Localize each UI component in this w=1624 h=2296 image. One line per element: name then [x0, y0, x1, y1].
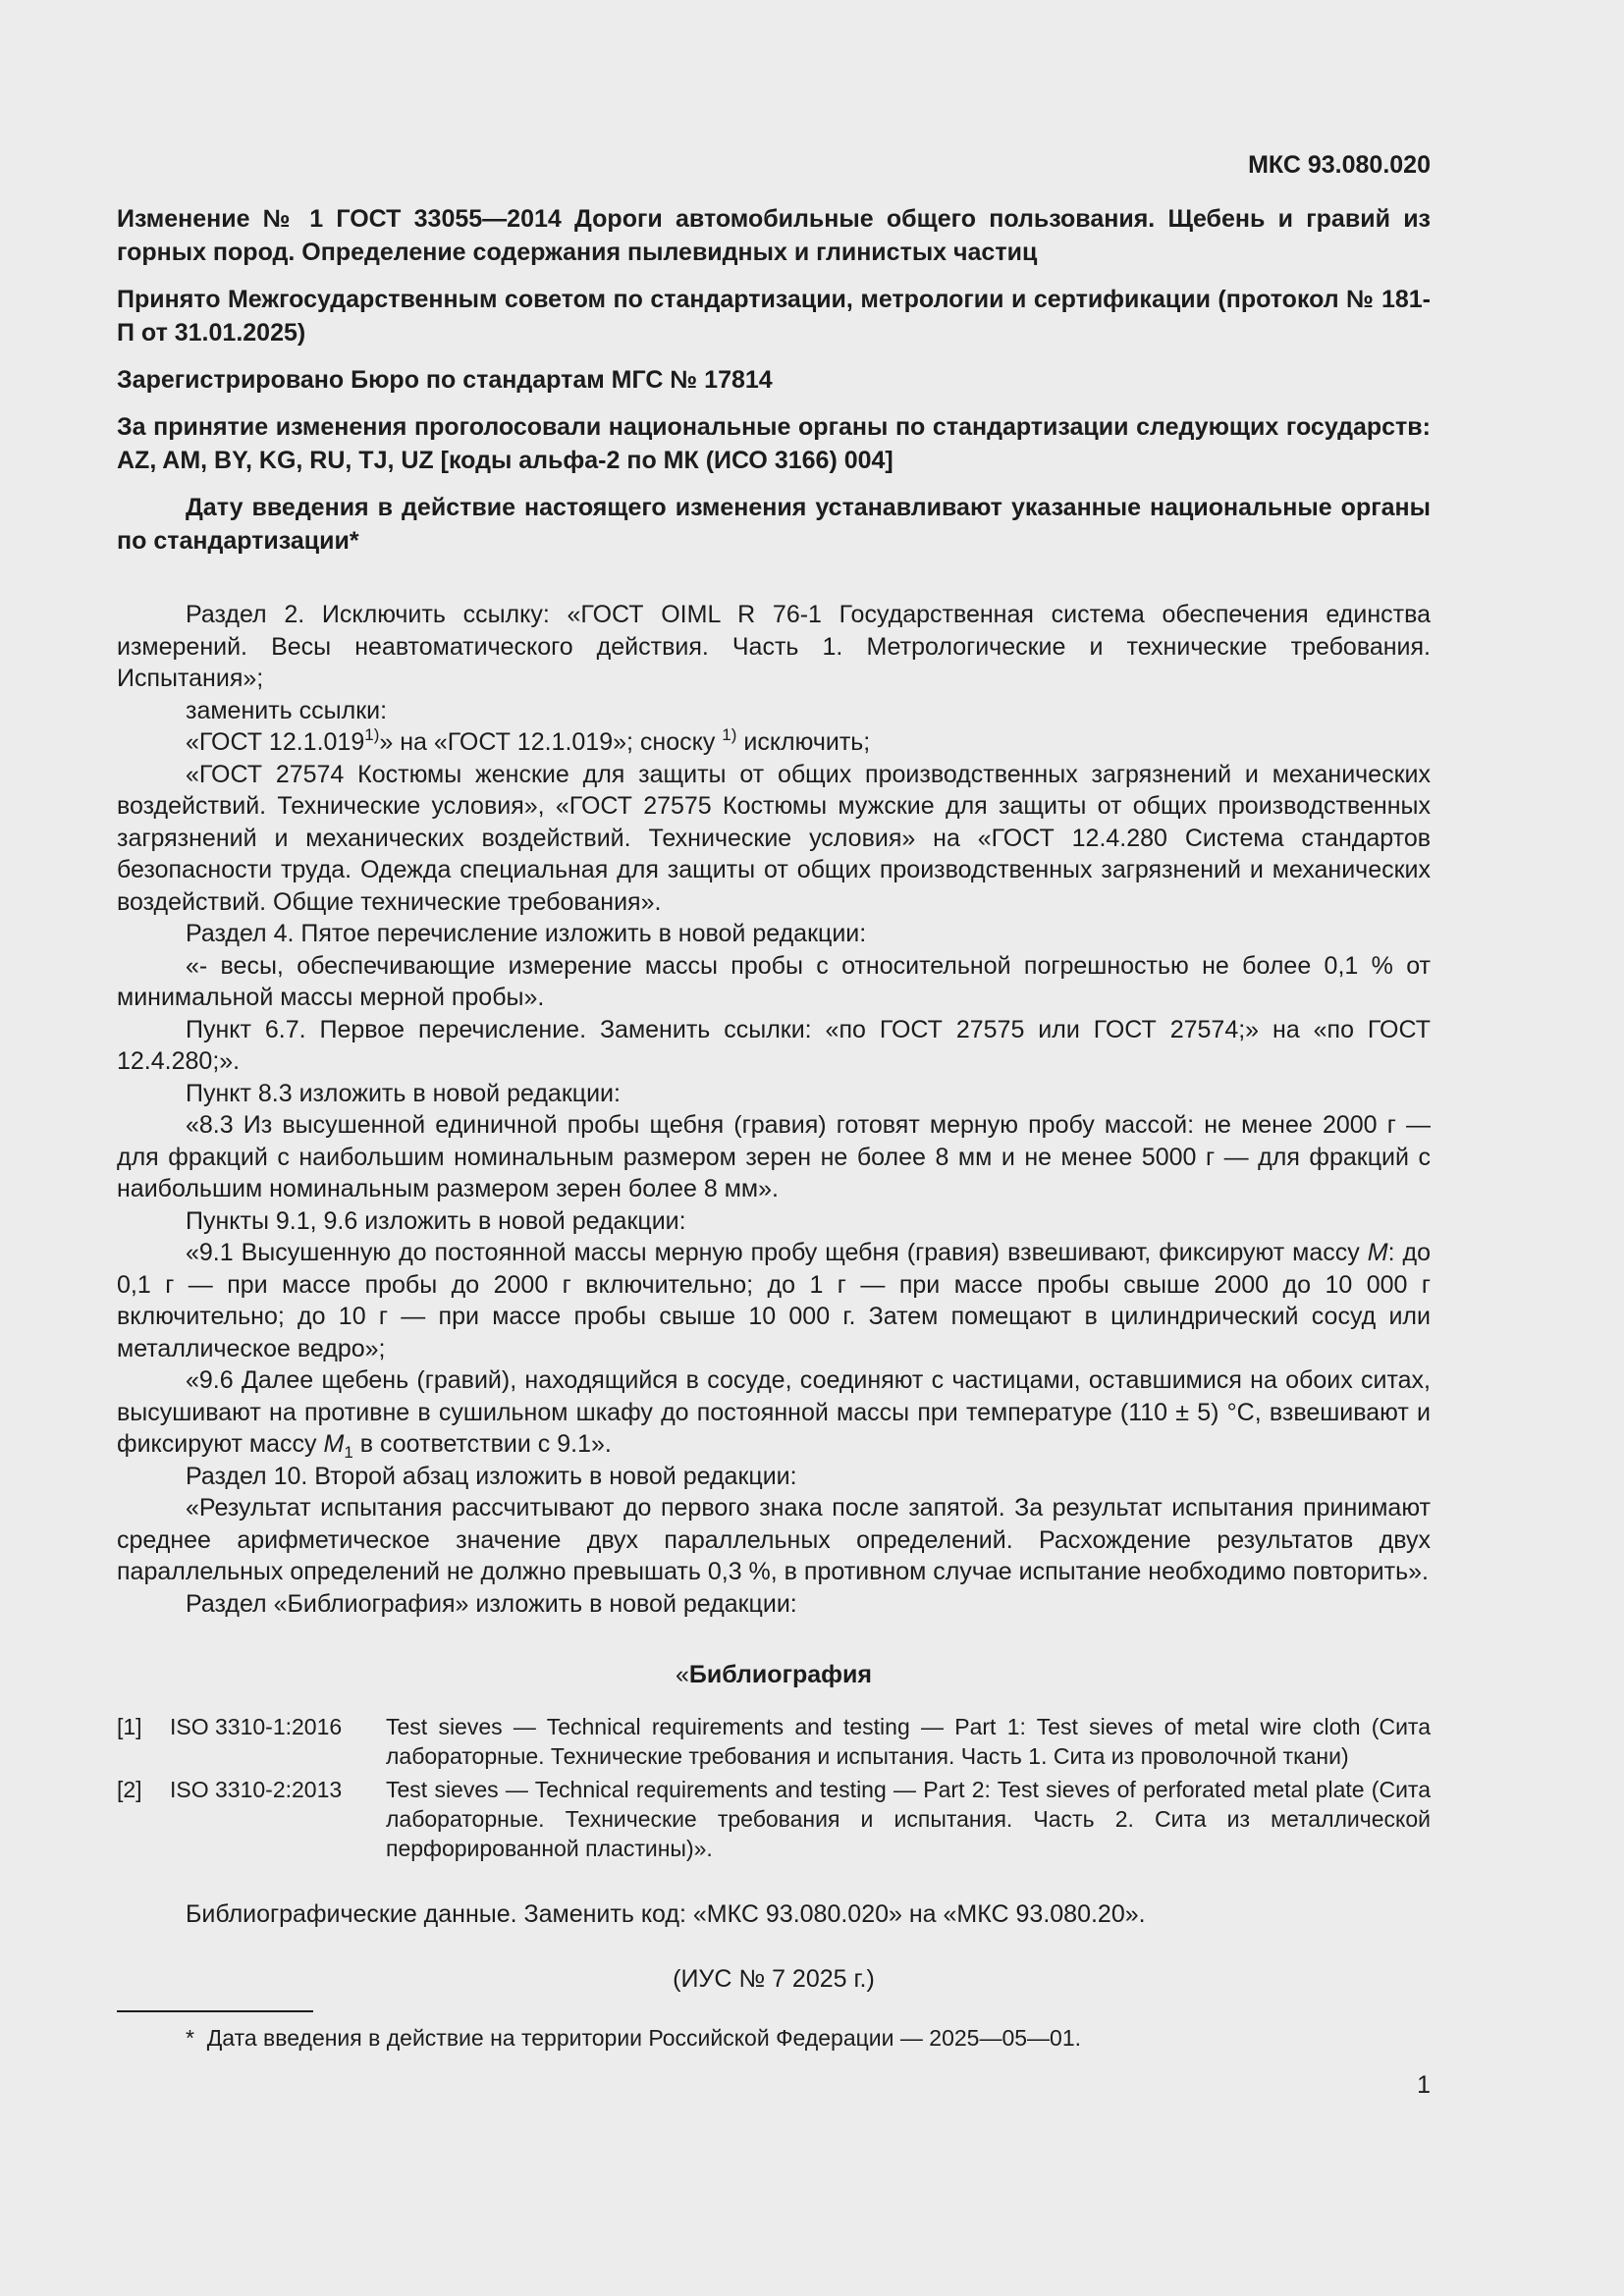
ius-reference: (ИУС № 7 2025 г.) [673, 1965, 875, 1993]
voting-statement: За принятие изменения проголосовали национальные органы по стандартизации следующих государств: AZ, AM, BY, KG, RU, TJ, UZ [коды альфа-2 по МК (ИСО 3166) 004] [117, 413, 1431, 474]
page-number: 1 [1417, 2071, 1431, 2099]
paragraph-clause-8-3-intro: Пункт 8.3 изложить в новой редакции: [186, 1079, 621, 1107]
bibliography-title: «Библиография [675, 1661, 872, 1688]
paragraph-bibliography-intro: Раздел «Библиография» изложить в новой редакции: [186, 1589, 797, 1618]
paragraph-scales: «- весы, обеспечивающие измерение массы пробы с относительной погрешностью не более 0,1 % от минимальной массы мерной пробы». [117, 951, 1431, 1011]
paragraph-gost-27574: «ГОСТ 27574 Костюмы женские для защиты от общих производственных загрязнений и механических воздействий. Технические условия», «ГОСТ 27575 Костюмы мужские для защиты от общих производственных загрязнений и механических воздействий. Технические условия» на «ГОСТ 12.4.280 Система стандартов безопасности труда. Одежда специальная для защиты от общих производственных загрязнений и механических воздействий. Общие технические требования». [117, 760, 1431, 916]
paragraph-clause-9-1: «9.1 Высушенную до постоянной массы мерную пробу щебня (гравия) взвешивают, фиксируют массу M: до 0,1 г — при массе пробы до 2000 г включительно; до 1 г — при массе пробы свыше 2000 до 10 000 г включительно; до 10 г — при массе пробы свыше 10 000 г. Затем помещают в цилиндрический сосуд или металлическое ведро»; [117, 1239, 1431, 1362]
paragraph-section10: Раздел 10. Второй абзац изложить в новой редакции: [186, 1462, 797, 1490]
effective-date-statement: Дату введения в действие настоящего изменения устанавливают указанные национальные органы по стандартизации* [117, 494, 1431, 555]
paragraph-clauses-9-intro: Пункты 9.1, 9.6 изложить в новой редакции: [186, 1206, 686, 1235]
paragraph-gost-12-1-019: «ГОСТ 12.1.019$^{1)}$» на «ГОСТ 12.1.019»; сноску $^{1)}$ исключить; [186, 725, 871, 756]
paragraph-clause-6-7: Пункт 6.7. Первое перечисление. Заменить ссылки: «по ГОСТ 27575 или ГОСТ 27574;» на «по ГОСТ 12.4.280;». [117, 1015, 1431, 1075]
bibliography-entry: [1] ISO 3310-1:2016 Test sieves — Technical requirements and testing — Part 1: Test sieves of metal wire cloth (Сита лабораторные. Технические требования и испытания. Часть 1. Сита из проволочной ткани) [117, 1714, 1431, 1769]
paragraph-section4: Раздел 4. Пятое перечисление изложить в новой редакции: [186, 920, 867, 947]
bibliography-entry: [2] ISO 3310-2:2013 Test sieves — Technical requirements and testing — Part 2: Test sieves of perforated metal plate (Сита лабораторные. Технические требования и испытания. Часть 2. Сита из металлической перфорированной пластины)». [117, 1777, 1431, 1861]
bibliography-table [117, 1712, 1431, 1867]
mks-code: МКС 93.080.020 [1248, 151, 1431, 179]
mass-symbol: M [1367, 1239, 1388, 1266]
registration-statement: Зарегистрировано Бюро по стандартам МГС № 17814 [117, 366, 773, 394]
paragraph-clause-9-6: «9.6 Далее щебень (гравий), находящийся в сосуде, соединяют с частицами, оставшимися на обоих ситах, высушивают на противне в сушильном шкафу до постоянной массы при температуре (110 ± 5) °С, взвешивают и фиксируют массу $M_1$ в соответствии с 9.1». [117, 1366, 1431, 1462]
paragraph-clause-8-3: «8.3 Из высушенной единичной пробы щебня (гравия) готовят мерную пробу массой: не менее 2000 г — для фракций с наибольшим номинальным размером зерен не более 8 мм и не менее 5000 г — для фракций с наибольшим номинальным размером зерен более 8 мм». [117, 1111, 1431, 1202]
amendment-body [117, 599, 1431, 1620]
bibliographic-data-paragraph: Библиографические данные. Заменить код: «МКС 93.080.020» на «МКС 93.080.20». [186, 1900, 1146, 1928]
footnote-ref: 1) [364, 725, 380, 744]
footnote-ref: 1) [722, 725, 737, 744]
footnote: * Дата введения в действие на территории Российской Федерации — 2025—05—01. [186, 2025, 1082, 2051]
amendment-title: Изменение № 1 ГОСТ 33055—2014 Дороги автомобильные общего пользования. Щебень и гравий из горных пород. Определение содержания пылевидных и глинистых частиц [117, 205, 1431, 266]
adopted-statement: Принято Межгосударственным советом по стандартизации, метрологии и сертификации (протокол № 181-П от 31.01.2025) [117, 286, 1431, 347]
footnote-divider [117, 2010, 313, 2012]
paragraph-clause-10: «Результат испытания рассчитывают до первого знака после запятой. За результат испытания принимают среднее арифметическое значение двух параллельных определений. Расхождение результатов двух параллельных определений не должно превышать 0,3 %, в противном случае испытание необходимо повторить». [117, 1494, 1431, 1585]
mass-symbol: M [323, 1430, 345, 1458]
paragraph-section2: Раздел 2. Исключить ссылку: «ГОСТ OIML R 76-1 Государственная система обеспечения единства измерений. Весы неавтоматического действия. Часть 1. Метрологические и технические требования. Испытания»; [117, 601, 1431, 692]
paragraph-replace-refs: заменить ссылки: [186, 696, 388, 724]
